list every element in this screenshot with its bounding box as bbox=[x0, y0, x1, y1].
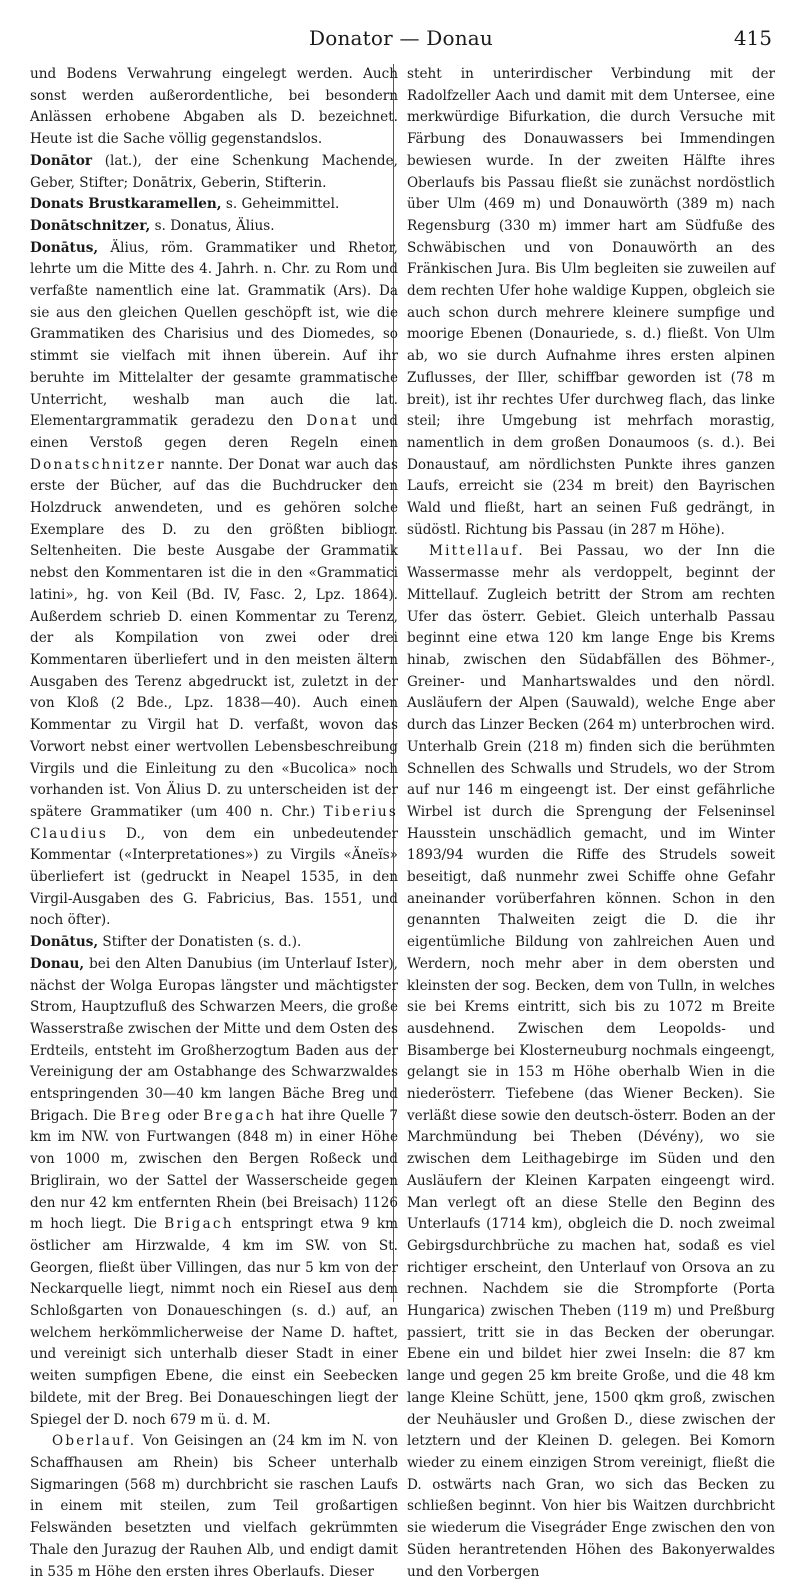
entry-donats-brustkaramellen bbox=[30, 194, 398, 216]
section-mittellauf bbox=[407, 541, 775, 1583]
section-text: Von Geisingen an (24 km im N. von Schaffhausen am Rhein) bis Scheer unterhalb Sigmaringen (568 m) durchbricht sie raschen Laufs in einem mit steilen, zum Teil großartigen Felswänden besetzten und vielfach gekrümmten Thale den Jurazug der Rauhen Alb, und endigt damit in 535 m Höhe den ersten ihres Oberlaufs. Dieser bbox=[30, 1433, 398, 1580]
entry-donator bbox=[30, 151, 398, 194]
entry-text: bei den Alten Danubius (im Unterlauf Ister), nächst der Wolga Europas längster und mächtigster Strom, Hauptzufluß des Schwarzen Meers, die große Wasserstraße zwischen der Mitte und dem Osten des Erdteils, entsteht im Großherzogtum Baden aus der Vereinigung der am Ostabhange des Schwarzwaldes entspringenden 30—40 km langen Bäche Breg und Brigach. Die bbox=[30, 955, 398, 1124]
spaced-term: Donatschnitzer bbox=[30, 456, 166, 473]
spaced-term: Breg bbox=[120, 1107, 163, 1124]
entry-donau bbox=[30, 954, 398, 1431]
entry-text: D., von dem ein unbedeutender Kommentar («Interpretationes») zu Virgils «Äneïs» überliefert ist (gedruckt in Neapel 1535, in den Virgil-Ausgaben des G. Fabricius, Bas. 1551, und noch öfter). bbox=[30, 825, 398, 929]
entry-text: entspringt etwa 9 km östlicher am Hirzwalde, 4 km im SW. von St. Georgen, fließt über Villingen, das nur 5 km von der Neckarquelle liegt, nimmt noch ein RieseI aus dem Schloßgarten von Donaueschingen (s. d.) auf, an welchem herkömmlicherweise der Name D. haftet, und vereinigt sich unterhalb dieser Stadt in einer weiten sumpfigen Ebene, die einst ein Seebecken bildete, mit der Breg. Bei Donaueschingen liegt der Spiegel der D. noch 679 m ü. d. M. bbox=[30, 1216, 398, 1428]
left-column bbox=[30, 64, 398, 1583]
section-label: Mittellauf. bbox=[429, 543, 525, 560]
entry-headword: Donātschnitzer, bbox=[30, 217, 151, 234]
entry-text: und einen Verstoß gegen deren Regeln einen bbox=[30, 413, 398, 451]
entry-donatus-stifter bbox=[30, 932, 398, 954]
entry-donatus-aelius bbox=[30, 238, 398, 933]
spaced-term: Donat bbox=[306, 413, 359, 430]
entry-text: Stifter der Donatisten (s. d.). bbox=[98, 934, 302, 951]
spaced-term: Tiberius Claudius bbox=[30, 803, 398, 842]
right-column bbox=[407, 64, 775, 1583]
section-label: Oberlauf. bbox=[52, 1433, 137, 1450]
section-oberlauf-continued: steht in unterirdischer Verbindung mit der Radolfzeller Aach und damit mit dem Untersee, eine merkwürdige Bifurkation, die durch Versuche mit Färbung des Donauwassers bei Immendingen bewiesen wurde. In der zweiten Hälfte ihres Oberlaufs bis Passau fließt sie zunächst nordöstlich über Ulm (469 m) und Donauwörth (389 m) nach Regensburg (330 m) immer hart am Südfuße des Schwäbischen und von Donauwörth an des Fränkischen Jura. Bis Ulm begleiten sie zuweilen auf dem rechten Ufer hohe waldige Kuppen, obgleich sie auch schon durch mehrere kleinere sumpfige und moorige Ebenen (Donauriede, s. d.) fließt. Von Ulm ab, wo sie durch Aufnahme ihres ersten alpinen Zuflusses, der Iller, schiffbar geworden ist (78 m breit), ist ihr rechtes Ufer durchweg flach, das linke steil; ihre Umgebung ist mehrfach morastig, namentlich in dem großen Donaumoos (s. d.). Bei Donaustauf, am nördlichsten Punkte ihres ganzen Laufs, erreicht sie (234 m breit) den Bayrischen Wald und fließt, hart an seinen Fuß gedrängt, in südöstl. Richtung bis Passau (in 287 m Höhe). bbox=[407, 66, 775, 538]
spaced-term: Bregach bbox=[203, 1107, 277, 1124]
page-header bbox=[30, 12, 772, 52]
entry-headword: Donau, bbox=[30, 955, 85, 972]
entry-headword: Donats Brustkaramellen, bbox=[30, 196, 222, 213]
entry-headword: Donātus, bbox=[30, 239, 99, 256]
spaced-term: Brigach bbox=[164, 1216, 234, 1233]
entry-text: nannte. Der Donat war auch das erste der Bücher, auf das die Buchdrucker den Holzdruck anwendeten, und es gehören solche Exemplare des D. zu den größten bibliogr. Seltenheiten. Die beste Ausgabe der Grammatik nebst den Kommentaren ist die in den «Grammatici latini», hg. von Keil (Bd. IV, Fasc. 2, Lpz. 1864). Außerdem schrieb D. einen Kommentar zu Terenz, der als Kompilation von zwei oder drei Kommentaren überliefert und in den meisten ältern Ausgaben des Terenz abgedruckt ist, zuletzt in der von Kloß (2 Bde., Lpz. 1838—40). Auch einen Kommentar zu Virgil hat D. verfaßt, wovon das Vorwort nebst einer wertvollen Lebensbeschreibung Virgils und die Einleitung zu den «Bucolica» noch vorhanden ist. Von Älius D. zu unterscheiden ist der spätere Grammatiker (um 400 n. Chr.) bbox=[30, 456, 398, 820]
section-text: Bei Passau, wo der Inn die Wassermasse mehr als verdoppelt, beginnt der Mittellauf. Zugleich betritt der Strom am rechten Ufer das österr. Gebiet. Gleich unterhalb Passau beginnt eine etwa 120 km lange Enge bis Krems hinab, zwischen den Südabfällen des Böhmer-, Greiner- und Manhartswaldes und den nördl. Ausläufern der Alpen (Sauwald), welche Enge aber durch das Linzer Becken (264 m) unterbrochen wird. Unterhalb Grein (218 m) finden sich die berühmten Schnellen des Schwalls und Strudels, wo der Strom auf nur 146 m eingeengt ist. Der einst gefährliche Wirbel ist durch die Sprengung der Felseninsel Hausstein unschädlich gemacht, und im Winter 1893/94 wurden die Riffe des Strudels soweit beseitigt, daß nunmehr zwei Schiffe ohne Gefahr aneinander vorüberfahren können. Schon in den genannten Thalweiten zeigt die D. die ihr eigentümliche Bildung von zahlreichen Auen und Werdern, noch mehr aber in dem obersten und kleinsten der sog. Becken, dem von Tulln, in welches sie bei Krems eintritt, sich bis zu 1072 m Breite ausdehnend. Zwischen dem Leopolds- und Bisamberge bei Klosterneuburg nochmals eingeengt, gelangt sie in 153 m Höhe oberhalb Wien in die niederösterr. Tiefebene (das Wiener Becken). Sie verläßt diese sowie den deutsch-österr. Boden an der Marchmündung bei Theben (Dévény), wo sie zwischen dem Leithagebirge im Süden und den Ausläufern der Kleinen Karpaten eingeengt wird. Man verlegt oft an diese Stelle den Beginn des Unterlaufs (1714 km), obgleich die D. noch zweimal Gebirgsdurchbrüche zu machen hat, sodaß es viel richtiger erscheint, den Unterlauf von Orsova an zu rechnen. Nachdem sie die Strompforte (Porta Hungarica) zwischen Theben (119 m) und Preßburg passiert, tritt sie in das Becken der oberungar. Ebene ein und bildet hier zwei Inseln: die 87 km lange und gegen 25 km breite Große, und die 48 km lange Kleine Schütt, jene, 1500 qkm groß, zwischen der Neuhäusler und Großen D., diese zwischen der letztern und der Kleinen D. gelegen. Bei Komorn wieder zu einem einzigen Strom vereinigt, fließt die D. ostwärts nach Gran, wo sich das Becken zu schließen beginnt. Von hier bis Waitzen durchbricht sie wiederum die Visegráder Enge zwischen den von Süden herantretenden Höhen des Bakonyerwaldes und den Vorbergen bbox=[407, 543, 775, 1580]
running-head: Donator — Donau bbox=[309, 26, 493, 50]
entry-text: s. Geheimmittel. bbox=[221, 196, 340, 213]
page-number: 415 bbox=[733, 26, 772, 50]
entry-text: (lat.), der eine Schenkung Machende, Geber, Stifter; Donātrix, Geberin, Stifterin. bbox=[30, 152, 398, 191]
entry-text: oder bbox=[162, 1107, 204, 1124]
entry-donatschnitzer bbox=[30, 216, 398, 238]
entry-text: hat ihre Quelle 7 km im NW. von Furtwangen (848 m) in einer Höhe von 1000 m, zwischen den Bergen Roßeck und Briglirain, wo der Sattel der Wasserscheide gegen den nur 42 km entfernten Rhein (bei Breisach) 1126 m hoch liegt. Die bbox=[30, 1107, 399, 1233]
entry-headword: Donātus, bbox=[30, 934, 99, 951]
entry-headword: Donātor bbox=[30, 152, 93, 169]
entry-text: s. Donatus, Älius. bbox=[150, 217, 275, 234]
section-oberlauf bbox=[30, 1431, 398, 1583]
entry-text: Älius, röm. Grammatiker und Rhetor, lehrte um die Mitte des 4. Jahrh. n. Chr. zu Rom und verfaßte namentlich eine lat. Grammatik (Ars). Da sie aus den gleichen Quellen geschöpft ist, wie die Grammatiken des Charisius und des Diomedes, so stimmt sie vielfach mit ihnen überein. Auf ihr beruhte im Mittelalter der gesamte grammatische Unterricht, weshalb man auch die lat. Elementargrammatik geradezu den bbox=[30, 239, 398, 430]
entry-continuation: und Bodens Verwahrung eingelegt werden. Auch sonst werden außerordentliche, bei besondern Anlässen erhobene Abgaben als D. bezeichnet. Heute ist die Sache völlig gegenstandslos. bbox=[30, 66, 398, 148]
